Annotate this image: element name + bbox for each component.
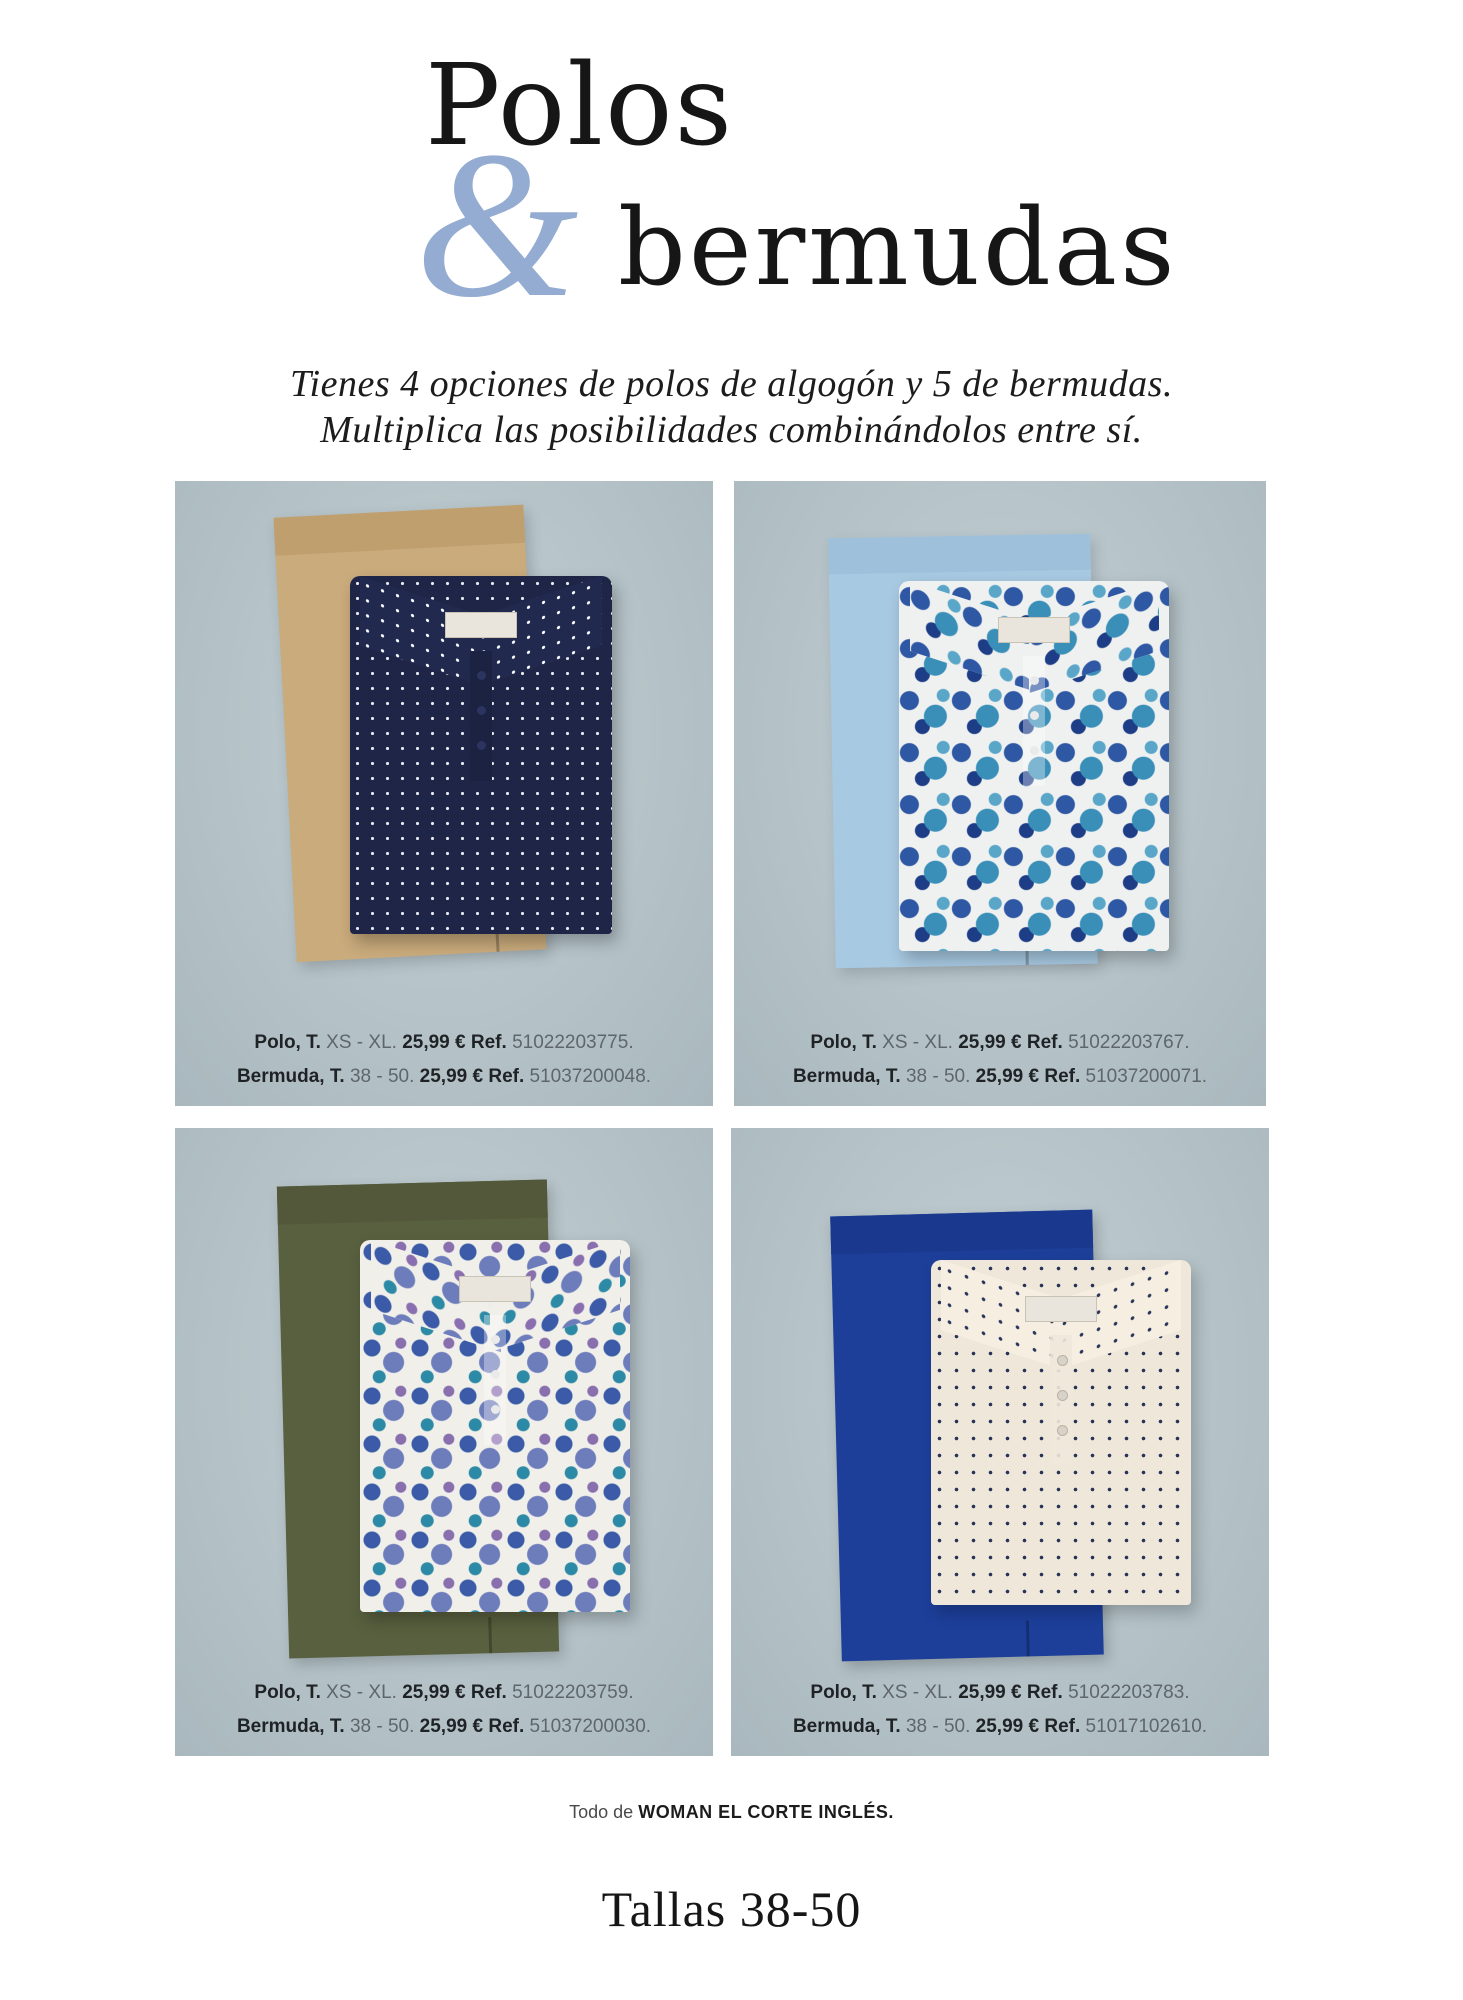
bermuda-ref-label: Ref. bbox=[488, 1716, 525, 1737]
title-block bbox=[0, 0, 1463, 340]
bermuda-name: Bermuda, T. bbox=[792, 1066, 901, 1087]
bermuda-sizes: 38 - 50. bbox=[905, 1066, 971, 1087]
bermuda-ref: 51037200030. bbox=[529, 1716, 652, 1737]
bermuda-ref-label: Ref. bbox=[1044, 1716, 1081, 1737]
bermuda-name: Bermuda, T. bbox=[236, 1066, 345, 1087]
placket bbox=[1050, 1335, 1072, 1465]
button bbox=[491, 1405, 500, 1414]
polo-caption bbox=[731, 1682, 1269, 1704]
product-panel-1[interactable] bbox=[175, 481, 713, 1106]
brand-name[interactable]: WOMAN EL CORTE INGLÉS. bbox=[638, 1802, 894, 1822]
bermuda-price: 25,99 € bbox=[975, 1066, 1040, 1087]
polo-ref-label: Ref. bbox=[470, 1032, 507, 1053]
sizes-title: Tallas 38-50 bbox=[601, 1881, 862, 1937]
polo-ref: 51022203783. bbox=[1068, 1682, 1190, 1703]
title-polos: Polos bbox=[425, 41, 734, 171]
leg-split bbox=[488, 1617, 492, 1653]
product-panel-2[interactable] bbox=[734, 481, 1266, 1106]
polo-ref-label: Ref. bbox=[1026, 1682, 1063, 1703]
polo-caption bbox=[175, 1032, 713, 1054]
polo-ref: 51022203767. bbox=[1068, 1032, 1190, 1053]
brand-tag bbox=[445, 612, 517, 638]
button bbox=[477, 741, 486, 750]
waistband bbox=[828, 534, 1091, 575]
polo-sizes: XS - XL. bbox=[882, 1682, 953, 1703]
brand-tag bbox=[459, 1276, 531, 1302]
placket bbox=[484, 1315, 506, 1445]
brand-tag bbox=[1025, 1296, 1097, 1322]
polo-price: 25,99 € bbox=[958, 1032, 1022, 1053]
subtitle-line-1: Tienes 4 opciones de polos de algogón y 5 de bermudas. bbox=[290, 363, 1173, 405]
polo-ref: 51022203775. bbox=[512, 1032, 634, 1053]
button bbox=[491, 1370, 500, 1379]
bermuda-caption bbox=[731, 1716, 1269, 1738]
title-ampersand: & bbox=[415, 109, 579, 341]
button bbox=[1057, 1390, 1068, 1401]
bermuda-ref: 51037200071. bbox=[1085, 1066, 1208, 1087]
polo-price: 25,99 € bbox=[402, 1032, 466, 1053]
polo-name: Polo, T. bbox=[810, 1682, 877, 1703]
button bbox=[477, 706, 486, 715]
polo-sizes: XS - XL. bbox=[326, 1032, 397, 1053]
bermuda-ref: 51037200048. bbox=[529, 1066, 652, 1087]
polo-blue-floral-image bbox=[899, 581, 1169, 951]
bermuda-sizes: 38 - 50. bbox=[349, 1716, 415, 1737]
polo-name: Polo, T. bbox=[810, 1032, 877, 1053]
bermuda-sizes: 38 - 50. bbox=[349, 1066, 415, 1087]
button bbox=[477, 671, 486, 680]
bermuda-price: 25,99 € bbox=[419, 1066, 484, 1087]
bermuda-ref: 51017102610. bbox=[1085, 1716, 1208, 1737]
bermuda-caption bbox=[175, 1716, 713, 1738]
polo-ref: 51022203759. bbox=[512, 1682, 634, 1703]
waistband bbox=[277, 1180, 548, 1225]
placket bbox=[1023, 656, 1045, 786]
polo-price: 25,99 € bbox=[958, 1682, 1022, 1703]
bermuda-sizes: 38 - 50. bbox=[905, 1716, 971, 1737]
bermuda-caption bbox=[175, 1066, 713, 1088]
polo-cream-dots-image bbox=[931, 1260, 1191, 1605]
button bbox=[1057, 1425, 1068, 1436]
bermuda-ref-label: Ref. bbox=[488, 1066, 525, 1087]
polo-ref-label: Ref. bbox=[470, 1682, 507, 1703]
button bbox=[491, 1335, 500, 1344]
title-bermudas: bermudas bbox=[618, 186, 1178, 309]
polo-price: 25,99 € bbox=[402, 1682, 466, 1703]
brand-tag bbox=[998, 617, 1070, 643]
brand-prefix: Todo de bbox=[569, 1802, 634, 1822]
leg-split bbox=[1026, 1620, 1030, 1656]
polo-navy-dots-image bbox=[350, 576, 612, 934]
button bbox=[1030, 746, 1039, 755]
bermuda-name: Bermuda, T. bbox=[792, 1716, 901, 1737]
polo-caption bbox=[175, 1682, 713, 1704]
button bbox=[1030, 676, 1039, 685]
product-panel-3[interactable] bbox=[175, 1128, 713, 1756]
polo-sizes: XS - XL. bbox=[326, 1682, 397, 1703]
bermuda-price: 25,99 € bbox=[419, 1716, 484, 1737]
polo-sizes: XS - XL. bbox=[882, 1032, 953, 1053]
waistband bbox=[830, 1210, 1093, 1255]
button bbox=[1030, 711, 1039, 720]
polo-name: Polo, T. bbox=[254, 1032, 321, 1053]
polo-name: Polo, T. bbox=[254, 1682, 321, 1703]
polo-caption bbox=[734, 1032, 1266, 1054]
bermuda-price: 25,99 € bbox=[975, 1716, 1040, 1737]
bermuda-ref-label: Ref. bbox=[1044, 1066, 1081, 1087]
button bbox=[1057, 1355, 1068, 1366]
subtitle-line-2: Multiplica las posibilidades combinándolos entre sí. bbox=[320, 409, 1143, 451]
product-panel-4[interactable] bbox=[731, 1128, 1269, 1756]
bermuda-name: Bermuda, T. bbox=[236, 1716, 345, 1737]
brand-line bbox=[0, 1802, 1463, 1823]
polo-ref-label: Ref. bbox=[1026, 1032, 1063, 1053]
polo-purple-floral-image bbox=[360, 1240, 630, 1612]
bermuda-caption bbox=[734, 1066, 1266, 1088]
placket bbox=[470, 651, 492, 781]
